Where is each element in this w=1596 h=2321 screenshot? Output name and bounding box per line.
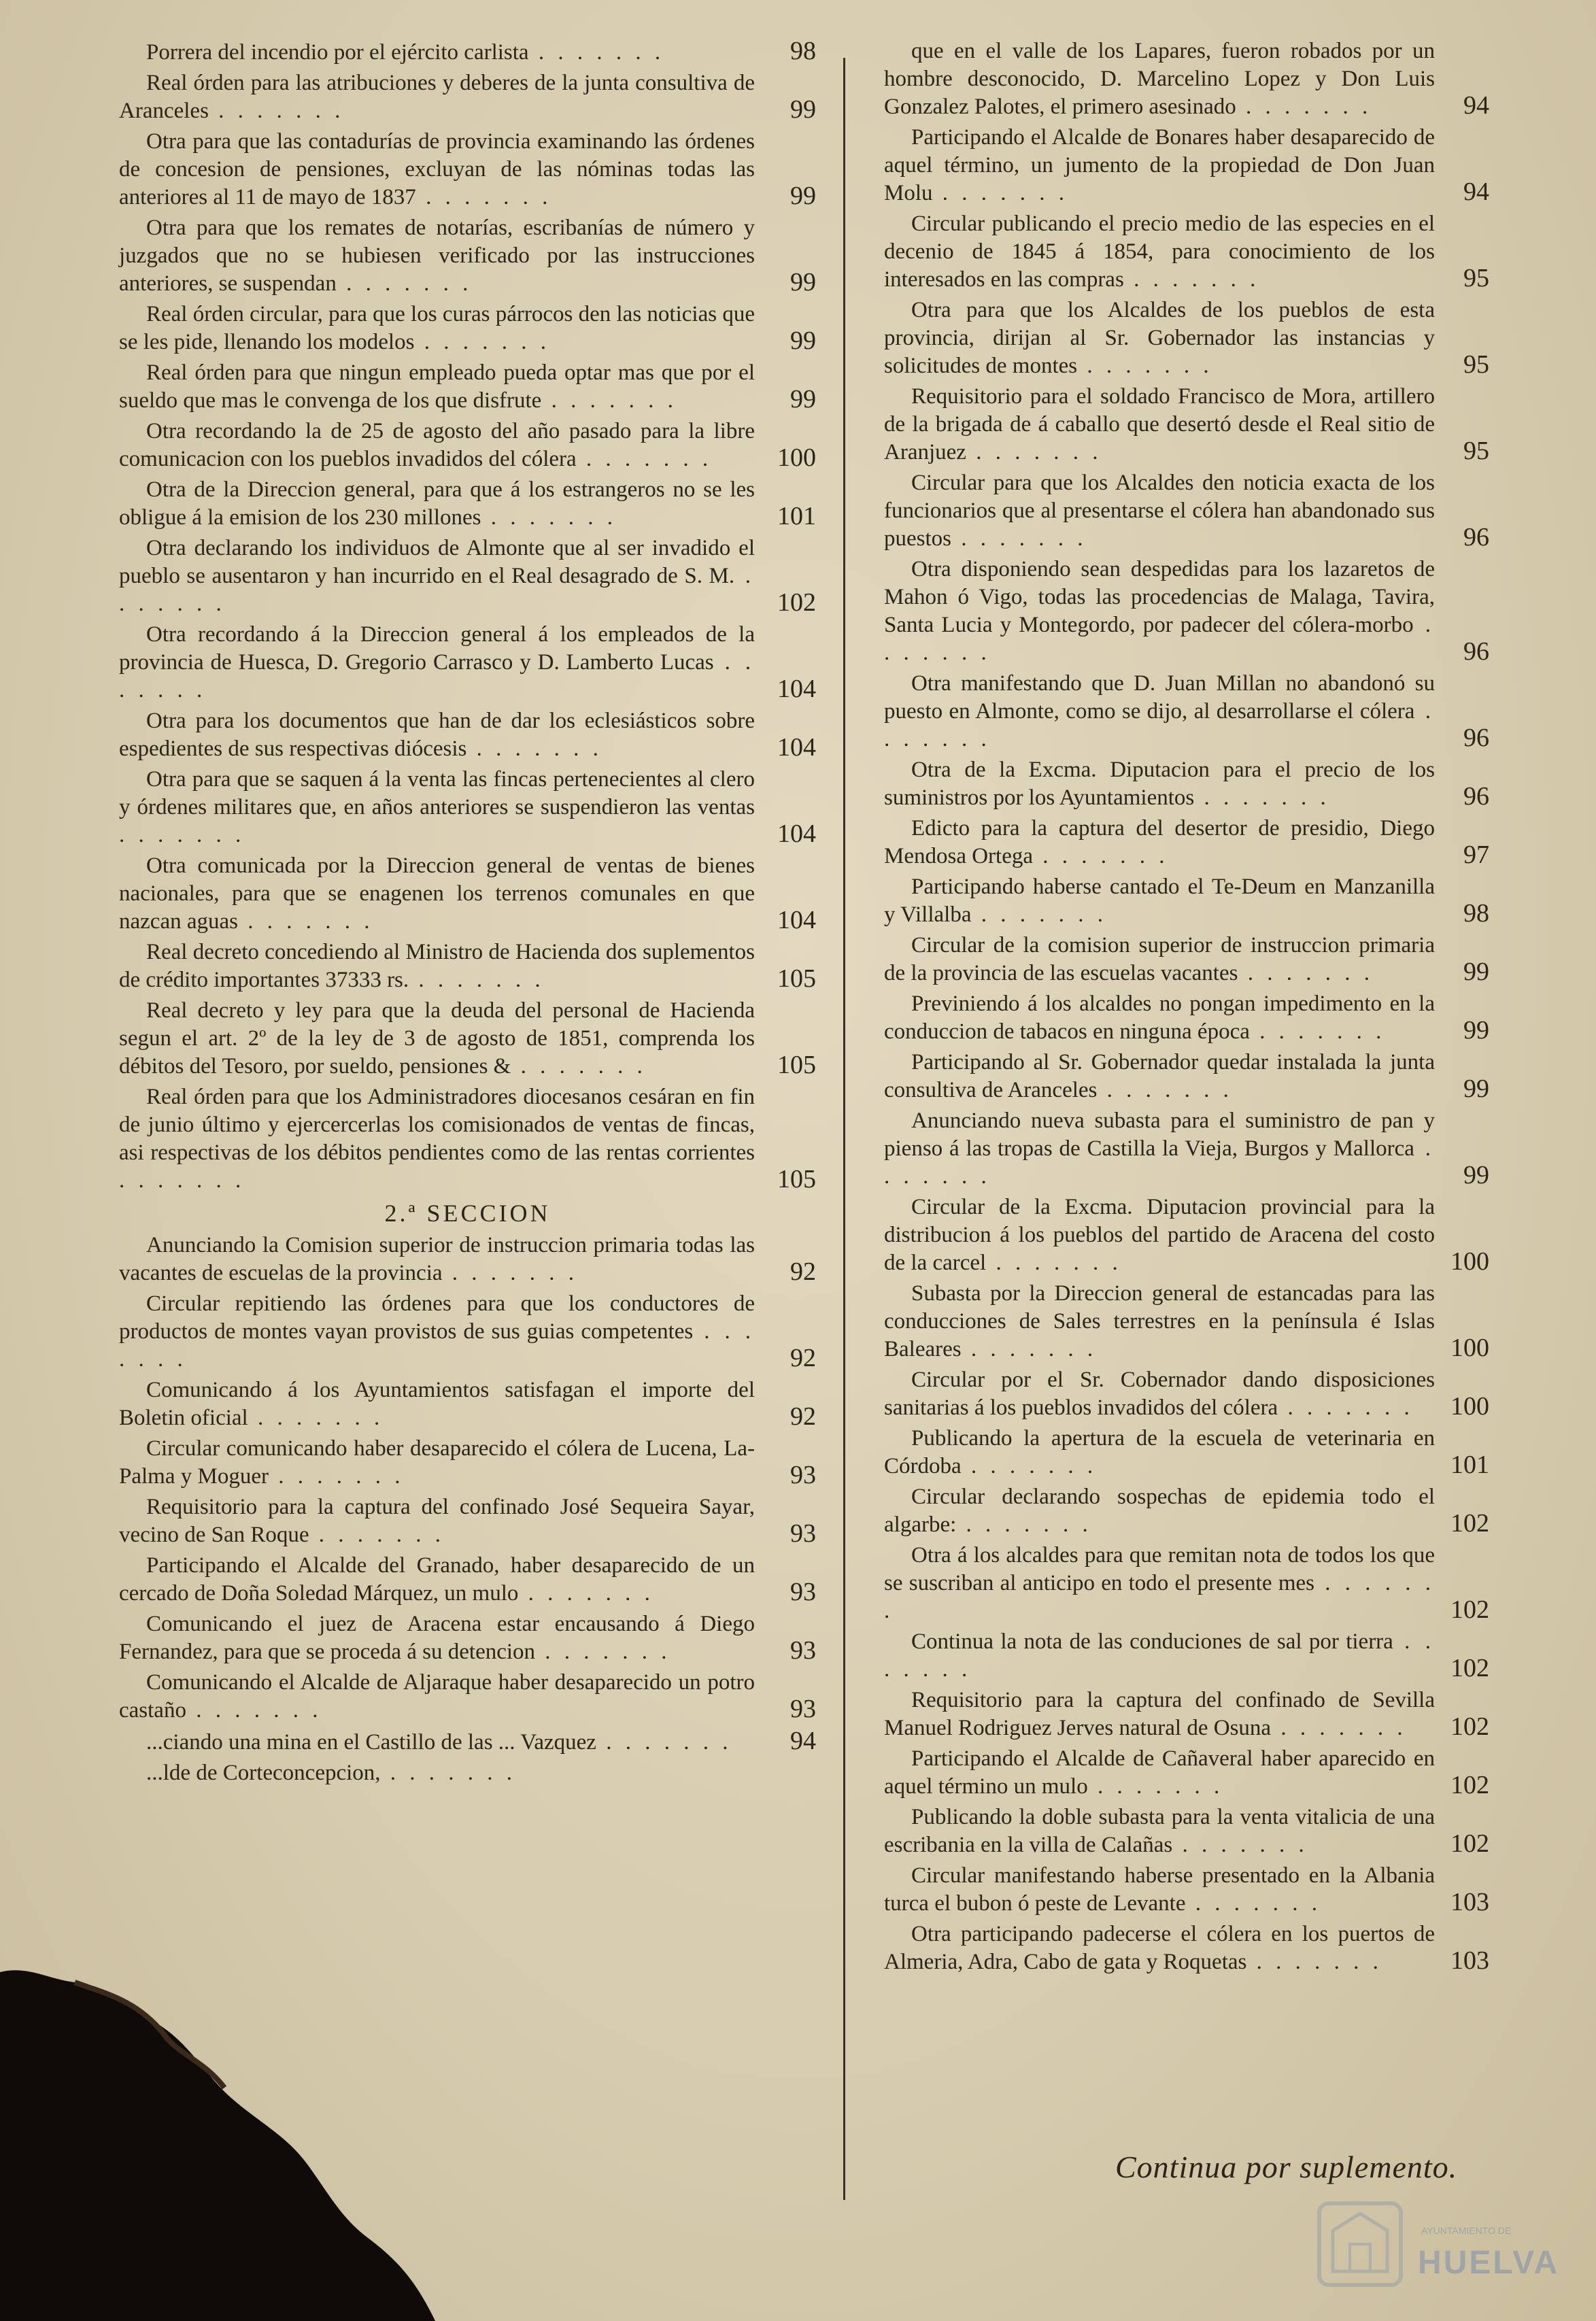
entry-text: Circular para que los Alcaldes den noticia exacta de los funcionarios que al presentarse el cólera han abandonado sus puestos . . .: [884, 469, 1435, 553]
entry-page-number: 98: [1463, 899, 1489, 928]
index-entry: [884, 556, 1489, 667]
entry-text: Participando el Alcalde de Bonares haber desaparecido de aquel término, un jumento de la propiedad de Don Juan Molu . . .: [884, 124, 1435, 207]
entry-text: Real órden para que ningun empleado pueda optar mas que por el sueldo que mas le convenga de los que disfrute . . .: [119, 359, 755, 415]
entry-page-number: 94: [1463, 177, 1489, 206]
entry-text: Publicando la doble subasta para la venta vitalicia de una escribania en la villa de Calañas . . .: [884, 1803, 1435, 1859]
index-entry: [884, 37, 1489, 121]
watermark-small-text: AYUNTAMIENTO DE: [1421, 2225, 1512, 2236]
entry-text: ...ciando una mina en el Castillo de las ... Vazquez . . .: [119, 1729, 755, 1757]
entry-page-number: 97: [1463, 841, 1489, 869]
index-entry: [884, 1193, 1489, 1277]
entry-page-number: 92: [790, 1257, 816, 1286]
index-entry: [884, 932, 1489, 987]
index-entry: [884, 124, 1489, 207]
entry-page-number: 102: [1450, 1654, 1489, 1682]
entry-page-number: 96: [1463, 782, 1489, 811]
entry-text: Requisitorio para la captura del confinado de Sevilla Manuel Rodriguez Jerves natural de Osuna . . .: [884, 1687, 1435, 1742]
entry-text: Circular manifestando haberse presentado en la Albania turca el bubon ó peste de Levante . . .: [884, 1862, 1435, 1918]
entry-page-number: 99: [1463, 1074, 1489, 1103]
entry-page-number: 99: [1463, 1016, 1489, 1045]
entry-text: Otra para los documentos que han de dar los eclesiásticos sobre espedientes de sus respectivas diócesis . . .: [119, 707, 755, 763]
entry-text: Circular de la Excma. Diputacion provincial para la distribucion á los pueblos del partido de Aracena del costo de la carcel . . .: [884, 1193, 1435, 1277]
entry-page-number: 96: [1463, 637, 1489, 666]
entry-text: Comunicando á los Ayuntamientos satisfagan el importe del Boletin oficial . . .: [119, 1376, 755, 1432]
index-entry: [884, 1107, 1489, 1191]
entry-page-number: [755, 1786, 816, 1787]
entry-page-number: 99: [790, 182, 816, 210]
index-entry: [119, 476, 816, 532]
entry-text: Otra recordando la de 25 de agosto del año pasado para la libre comunicacion con los pueblos invadidos del cólera . . .: [119, 418, 755, 473]
entry-text: Real órden para las atribuciones y deberes de la junta consultiva de Aranceles . . .: [119, 69, 755, 125]
entry-text: Otra recordando á la Direccion general á los empleados de la provincia de Huesca, D. Gregorio Carrasco y D. Lamberto Lucas . . .: [119, 621, 755, 705]
index-entry: [119, 766, 816, 849]
entry-text: Circular comunicando haber desaparecido el cólera de Lucena, La-Palma y Moguer . . .: [119, 1435, 755, 1491]
index-entry: [884, 1483, 1489, 1539]
entry-text: Participando al Sr. Gobernador quedar instalada la junta consultiva de Aranceles . . .: [884, 1049, 1435, 1104]
index-entry: [884, 1920, 1489, 1976]
entry-page-number: 93: [790, 1461, 816, 1489]
entry-page-number: 96: [1463, 724, 1489, 752]
entry-page-number: 92: [790, 1402, 816, 1431]
entry-text: Anunciando la Comision superior de instruccion primaria todas las vacantes de escuelas de la provincia . . .: [119, 1232, 755, 1287]
entry-page-number: 104: [777, 675, 816, 703]
entry-text: Otra para que los Alcaldes de los pueblos de esta provincia, dirijan al Sr. Gobernador las instancias y solicitudes de montes . . .: [884, 297, 1435, 380]
index-entry: [119, 852, 816, 936]
entry-page-number: 95: [1463, 437, 1489, 465]
index-entry: [119, 301, 816, 356]
index-entry: [884, 815, 1489, 870]
index-entry: [119, 535, 816, 618]
entry-page-number: 99: [790, 326, 816, 355]
entry-page-number: 100: [1450, 1392, 1489, 1421]
entry-text: Otra disponiendo sean despedidas para los lazaretos de Mahon ó Vigo, todas las procedencias de Malaga, Tavira, Santa Lucia y Montegordo, por padecer del cólera-morbo . . .: [884, 556, 1435, 667]
column-divider: [843, 58, 845, 2200]
index-entry: [119, 1610, 816, 1666]
entry-text: Circular por el Sr. Cobernador dando disposiciones sanitarias á los pueblos invadidos del cólera . . .: [884, 1366, 1435, 1422]
entry-text: Participando haberse cantado el Te-Deum en Manzanilla y Villalba . . .: [884, 873, 1435, 929]
index-entry: [884, 1049, 1489, 1104]
index-entry: [119, 69, 816, 125]
entry-text: Otra para que las contadurías de provincia examinando las órdenes de concesion de pensiones, excluyan de las nóminas todas las anteriores al 11 de mayo de 1837 . . .: [119, 128, 755, 211]
entry-text: ...lde de Corteconcepcion, . . .: [119, 1759, 755, 1787]
entry-page-number: 102: [1450, 1771, 1489, 1799]
index-entry: [119, 1435, 816, 1491]
entry-text: Real órden circular, para que los curas párrocos den las noticias que se les pide, llenando los modelos . . .: [119, 301, 755, 356]
entry-page-number: 101: [1450, 1451, 1489, 1479]
index-entry: [884, 383, 1489, 467]
entry-page-number: 102: [1450, 1509, 1489, 1538]
entry-text: Continua la nota de las conduciones de sal por tierra . . .: [884, 1628, 1435, 1684]
entry-text: Circular repitiendo las órdenes para que los conductores de productos de montes vayan provistos de sus guias competentes . . .: [119, 1290, 755, 1374]
entry-text: Otra de la Excma. Diputacion para el precio de los suministros por los Ayuntamientos . . .: [884, 756, 1435, 812]
entry-text: Comunicando el Alcalde de Aljaraque haber desaparecido un potro castaño . . .: [119, 1669, 755, 1725]
entry-text: Real decreto concediendo al Ministro de Hacienda dos suplementos de crédito importantes 37333 rs. . . .: [119, 938, 755, 994]
entry-page-number: 99: [790, 95, 816, 124]
entry-text: Comunicando el juez de Aracena estar encausando á Diego Fernandez, para que se proceda á su detencion . . .: [119, 1610, 755, 1666]
left-column: [119, 37, 816, 1790]
index-entry: [119, 1232, 816, 1287]
entry-text: Otra declarando los individuos de Almonte que al ser invadido el pueblo se ausentaron y han incurrido en el Real desagrado de S. M. . . .: [119, 535, 755, 618]
entry-page-number: 102: [1450, 1712, 1489, 1741]
entry-text: Circular declarando sospechas de epidemia todo el algarbe: . . .: [884, 1483, 1435, 1539]
entry-page-number: 100: [777, 443, 816, 472]
entry-text: Otra para que se saquen á la venta las fincas pertenecientes al clero y órdenes militares que, en años anteriores se suspendieron las ventas . . .: [119, 766, 755, 849]
entry-page-number: 102: [1450, 1829, 1489, 1858]
index-entry: [884, 756, 1489, 812]
entry-page-number: 92: [790, 1344, 816, 1372]
index-entry: [119, 1376, 816, 1432]
index-entry: [119, 359, 816, 415]
index-entry: [119, 418, 816, 473]
entry-page-number: 103: [1450, 1888, 1489, 1916]
entry-page-number: 99: [790, 385, 816, 413]
entry-page-number: 95: [1463, 350, 1489, 379]
index-entry: [119, 1759, 816, 1787]
index-entry: [884, 1280, 1489, 1363]
index-entry: [119, 1083, 816, 1195]
entry-text: Circular publicando el precio medio de las especies en el decenio de 1845 á 1854, para conocimiento de los interesados en las compras . . .: [884, 210, 1435, 294]
entry-page-number: 103: [1450, 1946, 1489, 1975]
entry-page-number: 93: [790, 1519, 816, 1548]
entry-page-number: 93: [790, 1578, 816, 1606]
index-entry: [119, 938, 816, 994]
index-entry: [884, 1745, 1489, 1801]
entry-text: Otra comunicada por la Direccion general de ventas de bienes nacionales, para que se enagenen los terrenos comunales en que nazcan aguas . . .: [119, 852, 755, 936]
entry-page-number: 104: [777, 733, 816, 762]
entry-text: Otra manifestando que D. Juan Millan no abandonó su puesto en Almonte, como se dijo, al desarrollarse el cólera . . .: [884, 670, 1435, 753]
entry-text: Participando el Alcalde del Granado, haber desaparecido de un cercado de Doña Soledad Márquez, un mulo . . .: [119, 1552, 755, 1608]
entry-text: Edicto para la captura del desertor de presidio, Diego Mendosa Ortega . . .: [884, 815, 1435, 870]
index-entry: [119, 1727, 816, 1757]
index-entry: [884, 670, 1489, 753]
entry-text: Subasta por la Direccion general de estancadas para las conducciones de Sales terrestres en la península é Islas Baleares . . .: [884, 1280, 1435, 1363]
entry-text: Real decreto y ley para que la deuda del personal de Hacienda segun el art. 2º de la ley de 3 de agosto de 1851, comprenda los débitos del Tesoro, por sueldo, pensiones & . . .: [119, 997, 755, 1081]
entry-page-number: 93: [790, 1695, 816, 1723]
index-entry: [119, 621, 816, 705]
entry-text: Circular de la comision superior de instruccion primaria de la provincia de las escuelas vacantes . . .: [884, 932, 1435, 987]
entry-text: Participando el Alcalde de Cañaveral haber aparecido en aquel término un mulo . . .: [884, 1745, 1435, 1801]
index-entry: [884, 210, 1489, 294]
entry-text: Previniendo á los alcaldes no pongan impedimento en la conduccion de tabacos en ninguna época . . .: [884, 990, 1435, 1046]
entry-page-number: 94: [790, 1727, 816, 1755]
entry-text: Requisitorio para la captura del confinado José Sequeira Sayar, vecino de San Roque . . .: [119, 1493, 755, 1549]
index-entry: [884, 1366, 1489, 1422]
entry-page-number: 105: [777, 964, 816, 993]
index-entry: [884, 1687, 1489, 1742]
entry-text: Real órden para que los Administradores diocesanos cesáran en fin de junio último y ejercercerlas los comisionados de ventas de fincas, asi respectivas de los débitos pendientes como de las rentas corrientes . . .: [119, 1083, 755, 1195]
index-entry: [119, 37, 816, 67]
index-entry: [884, 990, 1489, 1046]
entry-page-number: 98: [790, 37, 816, 65]
entry-page-number: 96: [1463, 523, 1489, 552]
entry-page-number: 105: [777, 1051, 816, 1079]
entry-text: Requisitorio para el soldado Francisco de Mora, artillero de la brigada de á caballo que desertó desde el Real sitio de Aranjuez . . .: [884, 383, 1435, 467]
entry-text: Otra participando padecerse el cólera en los puertos de Almeria, Adra, Cabo de gata y Roquetas . . .: [884, 1920, 1435, 1976]
entry-page-number: 102: [1450, 1595, 1489, 1624]
index-entry: [119, 1669, 816, 1725]
entry-page-number: 101: [777, 502, 816, 530]
entry-page-number: 99: [1463, 958, 1489, 986]
entry-page-number: 99: [1463, 1161, 1489, 1189]
index-entry: [884, 1803, 1489, 1859]
index-entry: [119, 128, 816, 211]
entry-page-number: 93: [790, 1636, 816, 1665]
index-entry: [119, 1493, 816, 1549]
index-entry: [119, 1552, 816, 1608]
section-title: 2.ª SECCION: [384, 1200, 551, 1227]
entry-page-number: 100: [1450, 1247, 1489, 1276]
entry-page-number: 102: [777, 588, 816, 617]
index-entry: [119, 1290, 816, 1374]
entry-page-number: 105: [777, 1165, 816, 1193]
entry-text: Otra á los alcaldes para que remitan nota de todos los que se suscriban al anticipo en todo el presente mes . . .: [884, 1542, 1435, 1625]
watermark-huelva: HUELVA: [1418, 2245, 1560, 2281]
index-entry: [884, 1628, 1489, 1684]
right-column: [884, 37, 1489, 1979]
entry-page-number: 99: [790, 268, 816, 297]
burn-damage: [0, 1959, 680, 2321]
index-entry: [884, 469, 1489, 553]
index-entry: [884, 1542, 1489, 1625]
entry-page-number: 94: [1463, 91, 1489, 120]
index-entry: [119, 997, 816, 1081]
entry-text: Otra de la Direccion general, para que á los estrangeros no se les obligue á la emision de los 230 millones . . .: [119, 476, 755, 532]
entry-page-number: 95: [1463, 264, 1489, 292]
index-entry: [119, 707, 816, 763]
entry-text: Otra para que los remates de notarías, escribanías de número y juzgados que no se hubiesen verificado por las instrucciones anteriores, se suspendan . . .: [119, 214, 755, 298]
entry-text: Publicando la apertura de la escuela de veterinaria en Córdoba . . .: [884, 1425, 1435, 1480]
entry-text: Porrera del incendio por el ejército carlista . . .: [119, 39, 755, 67]
index-entry: [119, 214, 816, 298]
entry-text: Anunciando nueva subasta para el suministro de pan y pienso á las tropas de Castilla la Vieja, Burgos y Mallorca . . .: [884, 1107, 1435, 1191]
entry-text: que en el valle de los Lapares, fueron robados por un hombre desconocido, D. Marcelino Lopez y Don Luis Gonzalez Palotes, el primero asesinado . . .: [884, 37, 1435, 121]
entry-page-number: 104: [777, 906, 816, 934]
index-entry: [884, 1862, 1489, 1918]
entry-page-number: 100: [1450, 1334, 1489, 1362]
index-entry: [884, 873, 1489, 929]
entry-page-number: 104: [777, 819, 816, 848]
index-entry: [884, 297, 1489, 380]
index-entry: [884, 1425, 1489, 1480]
continua-note: Continua por suplemento.: [1115, 2150, 1458, 2184]
